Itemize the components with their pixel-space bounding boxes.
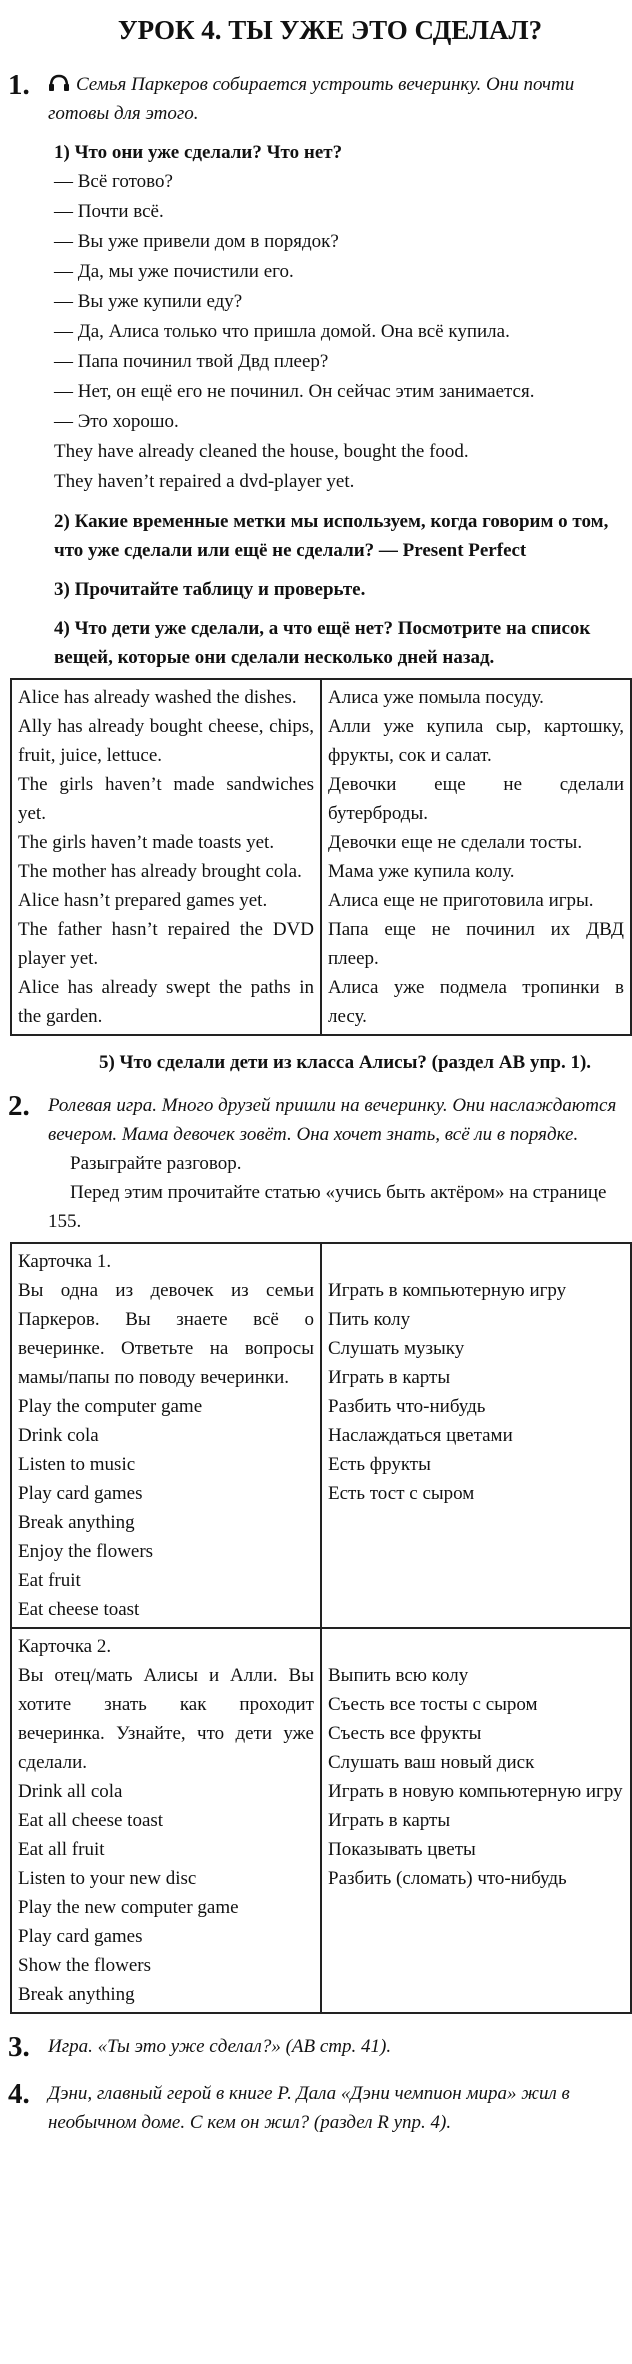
card-line: Вы отец/мать Алисы и Алли. Вы хотите знать как проходит вечеринка. Узнайте, что дети уже сделали. — [18, 1665, 314, 1773]
dialogue-line: — Да, Алиса только что пришла домой. Она всё купила. — [54, 321, 510, 342]
card-line: Показывать цветы — [328, 1839, 476, 1860]
card-line: Слушать ваш новый диск — [328, 1752, 535, 1773]
card-line: Play card games — [18, 1926, 143, 1947]
card-line: Listen to your new disc — [18, 1868, 197, 1889]
instruction: Перед этим прочитайте статью «учись быть актёром» на странице 155. — [48, 1182, 607, 1232]
exercise-number: 4. — [8, 2078, 30, 2110]
card-2-english — [11, 1628, 321, 2013]
card-line: Break anything — [18, 1512, 135, 1533]
card-line: Карточка 2. — [18, 1636, 112, 1657]
table-line: The mother has already brought cola. — [18, 861, 302, 882]
table-line: Алиса уже подмела тропинки в лесу. — [328, 977, 624, 1027]
question-4: 4) Что дети уже сделали, а что ещё нет? Посмотрите на список вещей, которые они сделали несколько дней назад. — [54, 618, 591, 668]
exercise-2-intro: Ролевая игра. Много друзей пришли на вечеринку. Они наслаждаются вечером. Мама девочек зовёт. Она хочет знать, всё ли в порядке. — [48, 1095, 617, 1145]
question-5: 5) Что сделали дети из класса Алисы? (раздел АВ упр. 1). — [98, 1052, 592, 1073]
table-row — [11, 679, 631, 1035]
card-2-russian — [321, 1628, 631, 2013]
table-line: Девочки еще не сделали тосты. — [328, 832, 583, 853]
card-line: Enjoy the flowers — [18, 1541, 154, 1562]
card-line: Съесть все тосты с сыром — [328, 1694, 538, 1715]
card-line: Вы одна из девочек из семьи Паркеров. Вы знаете всё о вечеринке. Ответьте на вопросы мамы/папы по поводу вечеринки. — [18, 1280, 314, 1388]
exercise-number: 3. — [8, 2031, 30, 2063]
table-row — [11, 1628, 631, 2013]
exercise-3 — [8, 2032, 622, 2061]
card-line: Разбить что-нибудь — [328, 1396, 486, 1417]
card-line: Слушать музыку — [328, 1338, 465, 1359]
card-line: Выпить всю колу — [328, 1665, 469, 1686]
card-line: Listen to music — [18, 1454, 136, 1475]
card-line: Eat cheese toast — [18, 1599, 140, 1620]
table-line: Алиса уже помыла посуду. — [328, 687, 544, 708]
table-line: Ally has already bought cheese, chips, fruit, juice, lettuce. — [18, 716, 314, 766]
exercise-4 — [8, 2079, 622, 2137]
intro-text: Семья Паркеров собирается устроить вечеринку. Они почти готовы для этого. — [48, 74, 575, 124]
headphones-icon — [48, 74, 70, 92]
dialogue — [54, 167, 622, 497]
table-line: The girls haven’t made sandwiches yet. — [18, 774, 314, 824]
card-line — [328, 1247, 624, 1276]
card-line: Наслаждаться цветами — [328, 1425, 513, 1446]
dialogue-line: — Нет, он ещё его не починил. Он сейчас этим занимается. — [54, 381, 535, 402]
dialogue-line: — Это хорошо. — [54, 411, 179, 432]
table-line: The girls haven’t made toasts yet. — [18, 832, 275, 853]
question-3: 3) Прочитайте таблицу и проверьте. — [54, 579, 366, 600]
question-1: 1) Что они уже сделали? Что нет? — [54, 142, 343, 163]
card-line: Show the flowers — [18, 1955, 151, 1976]
dialogue-line: They have already cleaned the house, bought the food. — [54, 441, 469, 462]
table-line: Алли уже купила сыр, картошку, фрукты, сок и салат. — [328, 716, 624, 766]
exercise-number: 2. — [8, 1090, 30, 1122]
translation-table — [10, 678, 632, 1036]
table-line: Alice has already washed the dishes. — [18, 687, 297, 708]
exercise-number: 1. — [8, 69, 30, 101]
card-line: Eat all fruit — [18, 1839, 105, 1860]
table-line: Девочки еще не сделали бутерброды. — [328, 774, 624, 824]
role-cards-table — [10, 1242, 632, 2014]
card-line: Съесть все фрукты — [328, 1723, 482, 1744]
page-title: УРОК 4. ТЫ УЖЕ ЭТО СДЕЛАЛ? — [117, 15, 543, 45]
table-line: Мама уже купила колу. — [328, 861, 515, 882]
dialogue-line: — Папа починил твой Двд плеер? — [54, 351, 329, 372]
card-1-english — [11, 1243, 321, 1628]
exercise-1-intro — [48, 70, 622, 128]
card-line: Drink all cola — [18, 1781, 123, 1802]
card-line: Есть тост с сыром — [328, 1483, 475, 1504]
card-line: Играть в новую компьютерную игру — [328, 1781, 623, 1802]
table-line: Папа еще не починил их ДВД плеер. — [328, 919, 624, 969]
exercise-3-text: Игра. «Ты это уже сделал?» (АВ стр. 41). — [48, 2036, 392, 2057]
card-line: Eat fruit — [18, 1570, 81, 1591]
card-line: Разбить (сломать) что-нибудь — [328, 1868, 567, 1889]
dialogue-line: — Почти всё. — [54, 201, 164, 222]
table-line: The father hasn’t repaired the DVD player yet. — [18, 919, 314, 969]
exercise-4-text: Дэни, главный герой в книге Р. Дала «Дэни чемпион мира» жил в необычном доме. С кем он жил? (раздел R упр. 4). — [48, 2083, 570, 2133]
dialogue-line: — Всё готово? — [54, 171, 173, 192]
card-line: Play the computer game — [18, 1396, 203, 1417]
table-line: Alice hasn’t prepared games yet. — [18, 890, 268, 911]
card-line: Играть в карты — [328, 1810, 451, 1831]
table-line: Alice has already swept the paths in the garden. — [18, 977, 314, 1027]
table-cell-russian — [321, 679, 631, 1035]
card-line: Play card games — [18, 1483, 143, 1504]
question-2: 2) Какие временные метки мы используем, когда говорим о том, что уже сделали или ещё не сделали? — Present Perfect — [54, 511, 609, 561]
card-line: Play the new computer game — [18, 1897, 239, 1918]
card-line: Есть фрукты — [328, 1454, 431, 1475]
table-line: Алиса еще не приготовила игры. — [328, 890, 594, 911]
instruction: Разыграйте разговор. — [70, 1153, 242, 1174]
card-line: Break anything — [18, 1984, 135, 2005]
card-line: Пить колу — [328, 1309, 411, 1330]
dialogue-line: They haven’t repaired a dvd-player yet. — [54, 471, 355, 492]
card-line: Играть в компьютерную игру — [328, 1280, 567, 1301]
card-line: Карточка 1. — [18, 1251, 112, 1272]
table-cell-english — [11, 679, 321, 1035]
card-line: Drink cola — [18, 1425, 99, 1446]
exercise-2 — [8, 1091, 622, 2014]
dialogue-line: — Вы уже привели дом в порядок? — [54, 231, 339, 252]
card-line — [328, 1632, 624, 1661]
dialogue-line: — Вы уже купили еду? — [54, 291, 243, 312]
card-1-russian — [321, 1243, 631, 1628]
exercise-1 — [8, 70, 622, 1077]
dialogue-line: — Да, мы уже почистили его. — [54, 261, 294, 282]
card-line: Играть в карты — [328, 1367, 451, 1388]
card-line: Eat all cheese toast — [18, 1810, 164, 1831]
table-row — [11, 1243, 631, 1628]
